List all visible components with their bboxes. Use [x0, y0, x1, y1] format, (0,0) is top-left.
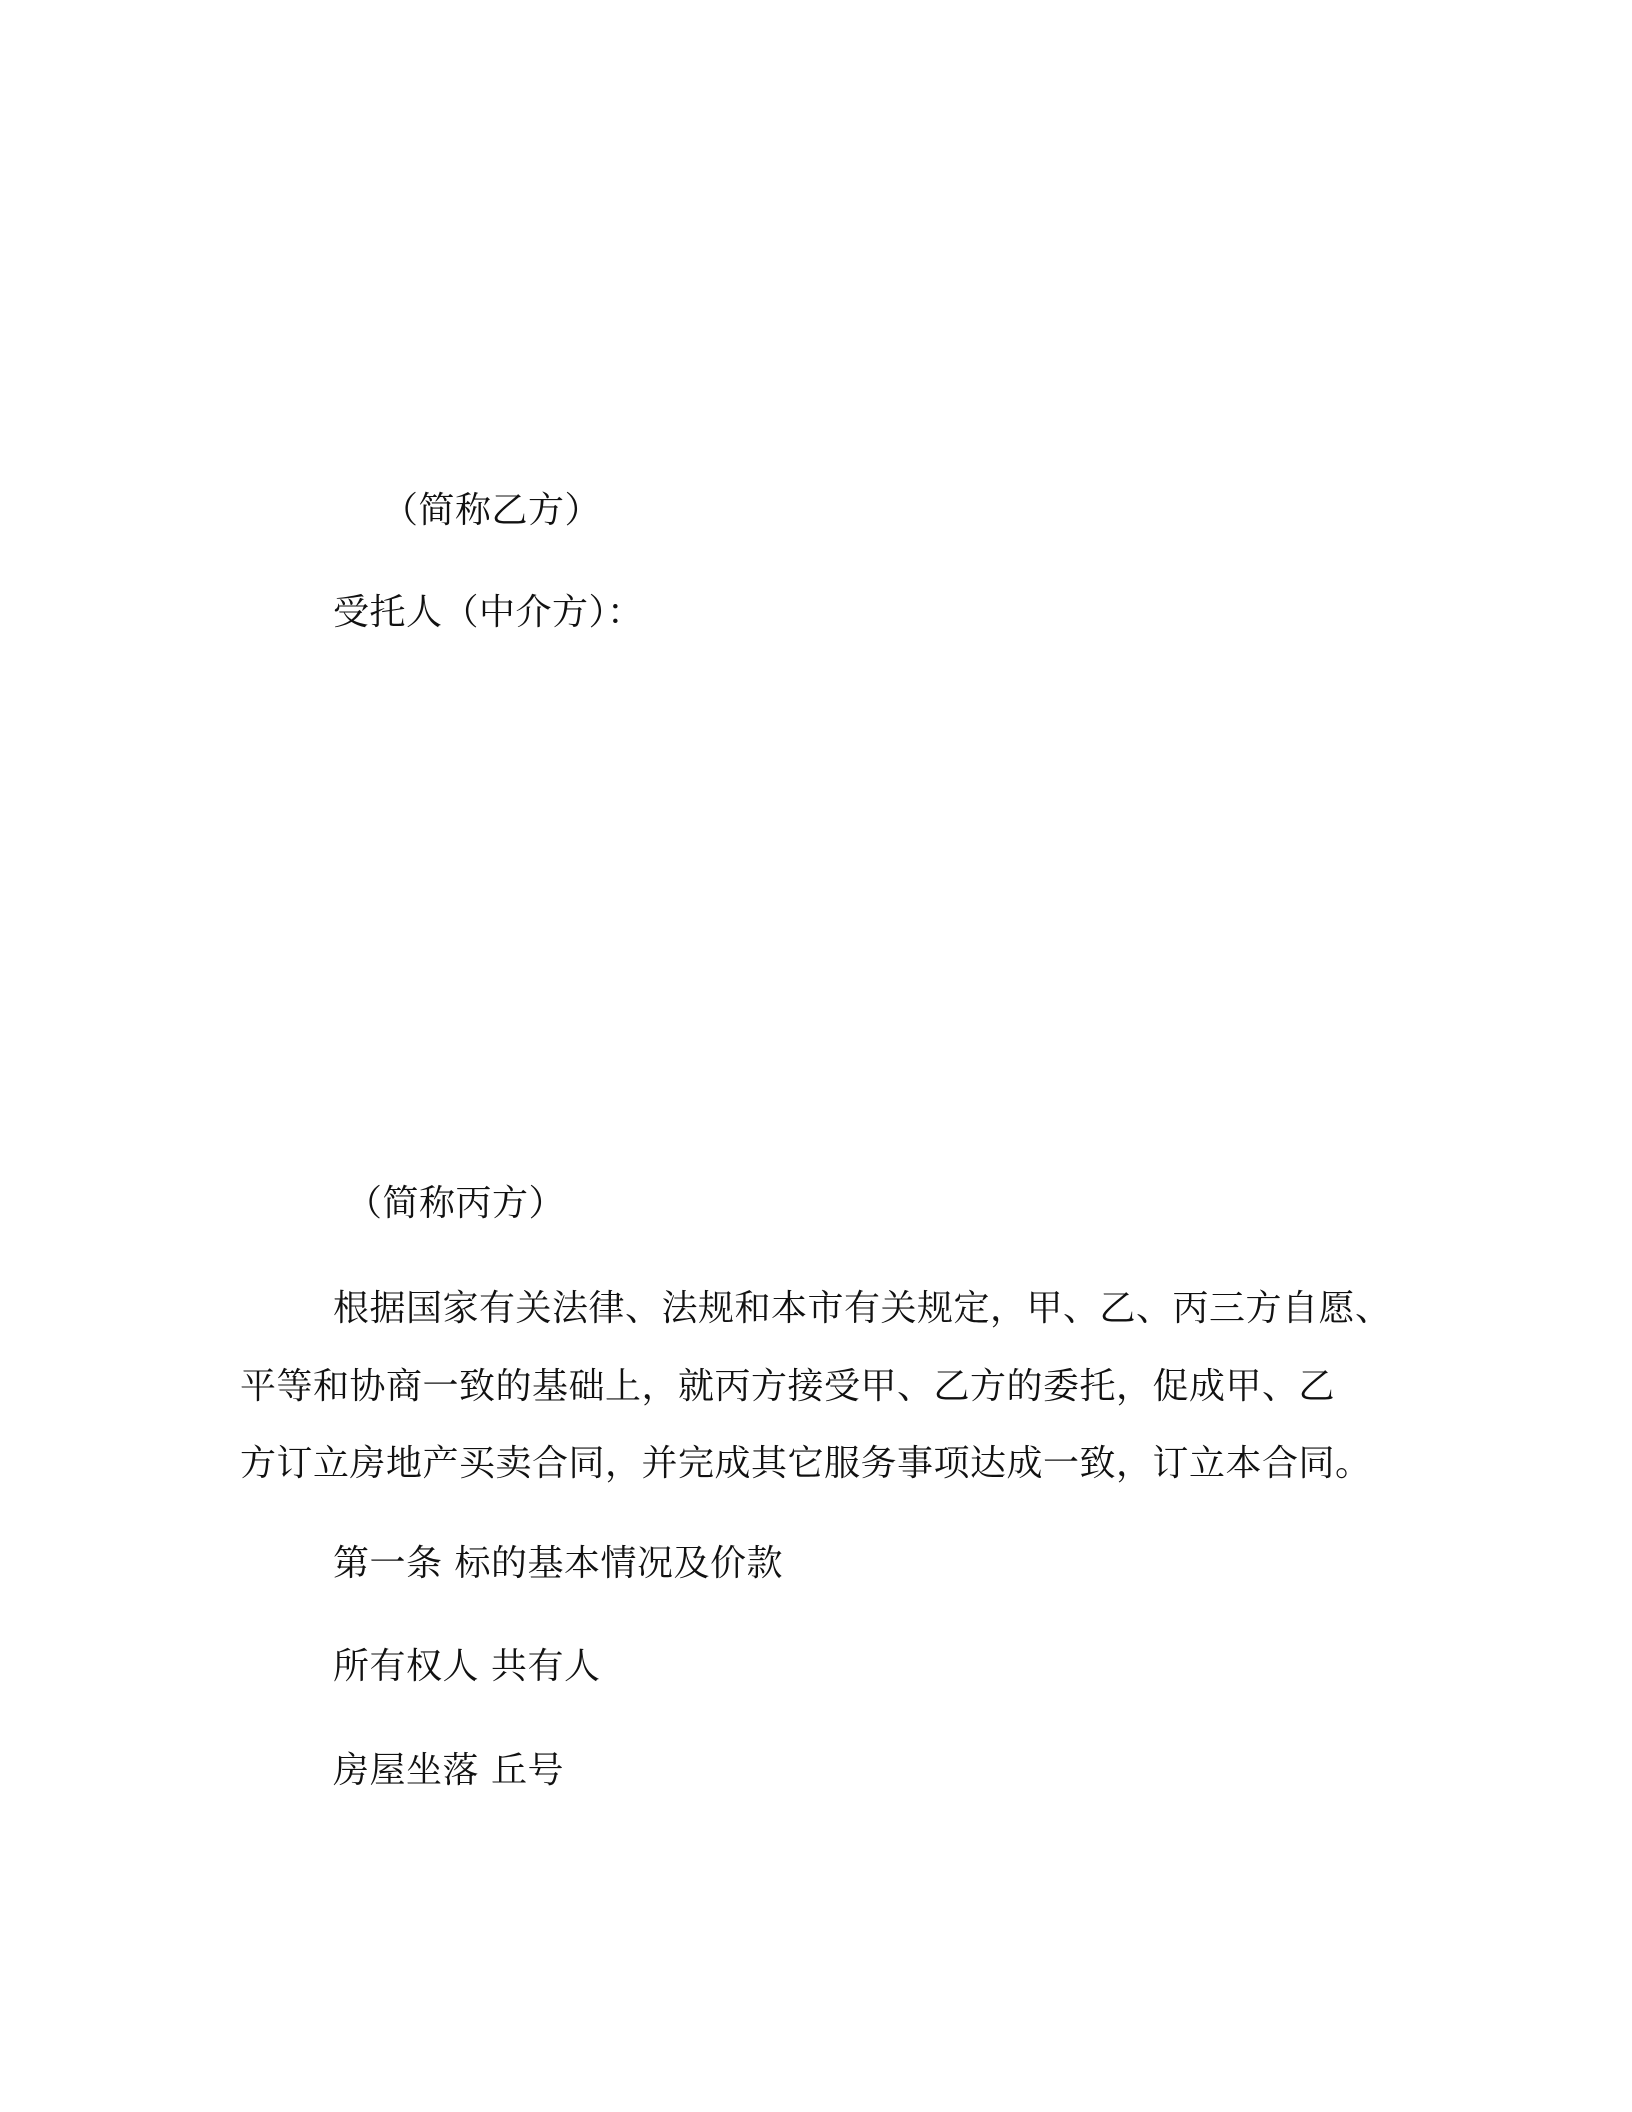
party-b-abbreviation: （简称乙方） — [382, 490, 602, 531]
preamble-line: 根据国家有关法律、法规和本市有关规定，甲、乙、丙三方自愿、 — [333, 1288, 1392, 1329]
location-line: 房屋坐落 丘号 — [333, 1750, 564, 1791]
party-c-abbreviation: （简称丙方） — [346, 1183, 566, 1224]
article-1-heading: 第一条 标的基本情况及价款 — [333, 1543, 783, 1584]
owner-line: 所有权人 共有人 — [333, 1646, 601, 1687]
preamble-line: 平等和协商一致的基础上，就丙方接受甲、乙方的委托，促成甲、乙 — [240, 1366, 1336, 1407]
preamble-line: 方订立房地产买卖合同，并完成其它服务事项达成一致，订立本合同。 — [240, 1443, 1372, 1484]
agent-label: 受托人（中介方）： — [333, 592, 644, 633]
